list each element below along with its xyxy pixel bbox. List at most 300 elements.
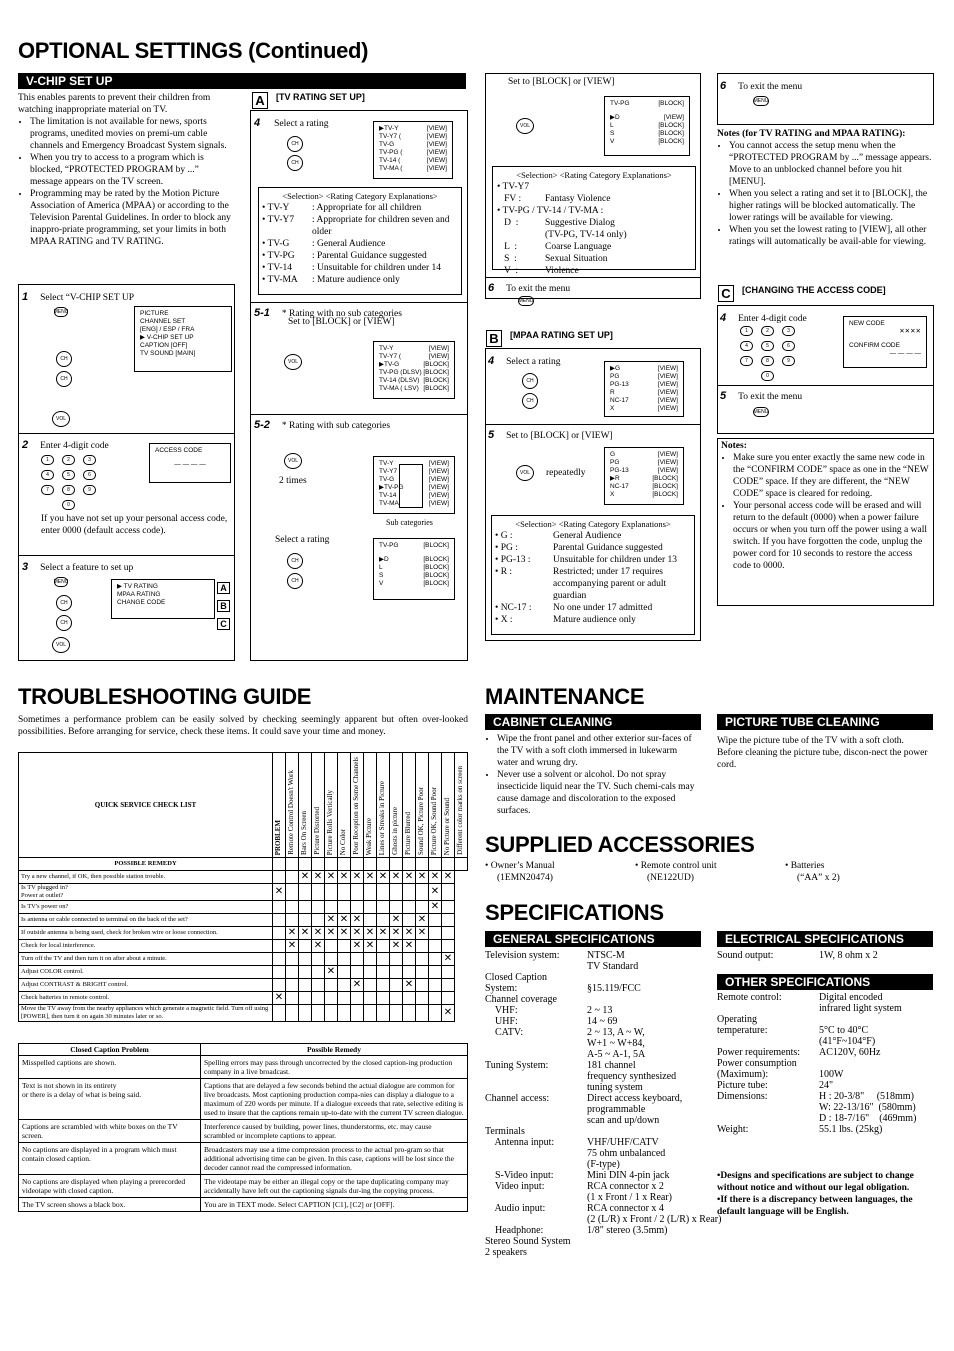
screen-value: [VIEW] — [428, 476, 449, 483]
check-cell: ✕ — [325, 914, 338, 927]
screen-label: R — [610, 389, 615, 396]
volume-button-icon[interactable]: VOL — [284, 453, 302, 469]
access-code-label: ACCESS CODE — [155, 447, 203, 454]
volume-button-icon[interactable]: VOL — [516, 465, 534, 481]
check-cell: ✕ — [416, 871, 429, 884]
check-cell — [338, 979, 351, 992]
new-code-screen — [843, 316, 927, 368]
screen-value: [VIEW] — [428, 492, 449, 499]
screen-label: TV-PG — [379, 542, 399, 549]
screen-row — [379, 369, 449, 377]
problem-header — [325, 753, 338, 858]
check-cell — [442, 979, 455, 992]
new-code-label: NEW CODE — [849, 320, 885, 327]
spec-footnotes — [717, 1170, 934, 1218]
spec-key: Audio input: — [485, 1203, 546, 1214]
check-cell — [429, 966, 442, 979]
menu-button-icon[interactable]: MENU — [753, 409, 769, 415]
screen-value: [BLOCK] — [658, 138, 684, 145]
screen-label: PG-13 — [610, 381, 629, 388]
spec-value: 55.1 lbs. (25kg) — [819, 1124, 883, 1135]
check-cell — [364, 992, 377, 1005]
check-cell — [442, 884, 455, 901]
mpaa-step5-row — [488, 425, 613, 443]
check-cell — [377, 884, 390, 901]
check-cell — [442, 927, 455, 940]
check-cell — [273, 901, 286, 914]
screen-label: ▶G — [610, 365, 621, 372]
notes-title: Notes: — [721, 441, 747, 451]
screen-label: TV-14 (DLSV) — [379, 377, 420, 384]
menu-item: ▶ V-CHIP SET UP — [140, 334, 194, 341]
keypad-key-icon[interactable]: 3 — [83, 455, 96, 465]
menu-button-icon[interactable]: MENU — [753, 98, 769, 104]
channel-button-icon[interactable]: CH — [56, 351, 72, 367]
menu-button-icon[interactable]: MENU — [518, 298, 534, 304]
screen-header — [610, 100, 684, 108]
problem-name: Lines or Streaks in Picture — [378, 780, 386, 855]
screen-value: [VIEW] — [428, 468, 449, 475]
notes-list — [721, 452, 930, 572]
check-cell — [325, 979, 338, 992]
screen-value: [VIEW] — [657, 381, 678, 388]
section-title: [TV RATING SET UP] — [276, 92, 365, 102]
volume-button-icon[interactable]: VOL — [52, 411, 70, 427]
check-cell — [351, 884, 364, 901]
keypad-key-icon[interactable]: 6 — [83, 470, 96, 480]
empty-cell — [338, 858, 351, 871]
screen-value: [VIEW] — [428, 353, 449, 360]
problem-name: Sound OK, Picture Poor — [417, 786, 425, 855]
subcategory-screen — [604, 96, 690, 156]
check-cell: ✕ — [273, 884, 286, 901]
check-cell — [273, 953, 286, 966]
empty-cell — [442, 858, 455, 871]
check-cell: ✕ — [299, 871, 312, 884]
check-cell — [273, 979, 286, 992]
volume-button-icon[interactable]: VOL — [52, 637, 70, 653]
problem-label-cell — [273, 753, 286, 858]
screen-value: [VIEW] — [426, 149, 447, 156]
remedy-text: Adjust CONTRAST & BRIGHT control. — [19, 979, 273, 992]
c5-row — [720, 386, 802, 404]
maintenance-title: MAINTENANCE — [485, 684, 645, 709]
check-cell: ✕ — [338, 927, 351, 940]
remedy-text: Is antenna or cable connected to terminal on the back of the set? — [19, 914, 273, 927]
selection-row — [497, 181, 691, 193]
selection-row — [495, 554, 691, 566]
step-number: 1 — [22, 291, 29, 303]
keypad-key-icon[interactable]: 3 — [782, 326, 795, 336]
screen-value: [VIEW] — [657, 397, 678, 404]
step-text: Set to [BLOCK] or [VIEW] — [506, 431, 613, 441]
spec-key: Closed Caption System: — [485, 972, 547, 994]
menu-button-icon[interactable]: MENU — [53, 309, 69, 315]
screen-label: TV-G — [379, 141, 395, 148]
check-cell: ✕ — [351, 871, 364, 884]
channel-button-icon[interactable]: CH — [287, 553, 303, 569]
check-cell: ✕ — [351, 940, 364, 953]
vchip-bullet: • The limitation is not available for news, sports programs, unedited movies on premi-um cable channels and Emergency Broadcast System signals. — [30, 116, 232, 152]
spec-row — [717, 950, 934, 961]
vchip-bullet: • When you try to access to a program which is blocked, “PROTECTED PROGRAM by ...” message appears on the TV screen. — [30, 152, 232, 188]
selection-desc: : Unsuitable for children under 14 — [312, 263, 442, 273]
selection-desc: Sexual Situation — [545, 254, 608, 264]
cc-problem: Text is not shown in its entirety or there is a delay of what is being said. — [19, 1079, 201, 1120]
screen-label: S — [610, 130, 615, 137]
remedy-label: POSSIBLE REMEDY — [19, 858, 273, 871]
spec-key: Operating temperature: — [717, 1014, 768, 1036]
menu-item: CAPTION [OFF] — [140, 342, 188, 349]
check-cell — [364, 884, 377, 901]
check-cell — [377, 979, 390, 992]
check-cell — [286, 884, 299, 901]
screen-row — [379, 564, 449, 572]
spec-value: 181 channel frequency synthesized tuning system — [587, 1060, 677, 1093]
spec-value: 24" — [819, 1080, 834, 1091]
check-cell: ✕ — [325, 871, 338, 884]
selection-row — [497, 193, 691, 205]
check-cell — [377, 940, 390, 953]
screen-value: [BLOCK] — [658, 100, 684, 107]
check-cell: ✕ — [416, 914, 429, 927]
check-cell — [351, 953, 364, 966]
tube-text: Wipe the picture tube of the TV with a soft cloth. Before cleaning the picture tube, discon-nect the power cord. — [717, 736, 928, 770]
check-cell: ✕ — [403, 979, 416, 992]
section-title: [CHANGING THE ACCESS CODE] — [742, 285, 886, 295]
check-cell: ✕ — [364, 940, 377, 953]
screen-value: [BLOCK] — [423, 361, 449, 368]
general-specs — [485, 950, 722, 1258]
tv-rating-explanations — [258, 187, 462, 295]
step-number: 6 — [488, 282, 495, 294]
check-cell — [377, 953, 390, 966]
check-cell: ✕ — [351, 979, 364, 992]
selection-header: <Selection> <Rating Category Explanations> — [282, 191, 438, 201]
screen-label: ▶R — [610, 475, 620, 482]
screen-label: V — [379, 580, 384, 587]
channel-button-icon[interactable]: CH — [287, 155, 303, 171]
check-cell — [364, 953, 377, 966]
spec-key: Terminals Antenna input: — [485, 1126, 555, 1148]
selection-key: • G : — [495, 531, 513, 541]
check-cell: ✕ — [351, 914, 364, 927]
repeatedly-text: repeatedly — [546, 468, 586, 478]
screen-row — [379, 385, 449, 393]
footnote: •Designs and specifications are subject to change without notice and without our legal obligation. — [717, 1171, 914, 1193]
check-cell — [338, 953, 351, 966]
selection-key: • X : — [495, 615, 513, 625]
screen-value: [BLOCK] — [658, 130, 684, 137]
selection-key: FV : — [497, 194, 522, 204]
check-cell: ✕ — [390, 927, 403, 940]
channel-button-icon[interactable]: CH — [56, 371, 72, 387]
selection-row — [495, 614, 691, 626]
default-code-note: If you have not set up your personal access code, enter 0000 (default access code). — [41, 514, 228, 536]
menu-button-icon[interactable]: MENU — [53, 579, 69, 585]
spec-row — [485, 950, 705, 972]
access-code-screen — [149, 443, 231, 483]
remedy-text: If outside antenna is being used, check for broken wire or loose connection. — [19, 927, 273, 940]
check-cell — [416, 940, 429, 953]
menu-item: CHANNEL SET — [140, 318, 186, 325]
keypad-key-icon[interactable]: 4 — [740, 341, 753, 351]
problem-name: Bars On Screen — [300, 811, 308, 855]
channel-button-icon[interactable]: CH — [287, 136, 303, 152]
selection-row — [497, 253, 691, 265]
check-cell — [273, 966, 286, 979]
confirm-code-label: CONFIRM CODE — [849, 342, 900, 349]
screen-value: [BLOCK] — [423, 556, 449, 563]
check-cell — [429, 940, 442, 953]
remedy-text: Try a new channel, if OK, then possible station trouble. — [19, 871, 273, 884]
selection-desc: Mature audience only — [553, 615, 636, 625]
check-cell — [286, 901, 299, 914]
check-cell: ✕ — [286, 940, 299, 953]
empty-cell — [364, 858, 377, 871]
troubleshooting-title: TROUBLESHOOTING GUIDE — [18, 684, 312, 709]
new-code-field: ✕✕✕✕ — [899, 328, 921, 335]
check-cell — [286, 914, 299, 927]
step-number: 5 — [488, 429, 495, 441]
selection-row — [495, 542, 691, 554]
screen-label: TV-PG ( — [379, 149, 403, 156]
problem-header — [286, 753, 299, 858]
code-field: — — — — — [174, 461, 206, 468]
confirm-code-field: — — — — — [889, 350, 921, 357]
change-code-box — [717, 305, 934, 434]
problem-name: Weak Picture — [365, 817, 373, 855]
keypad-key-icon[interactable]: 7 — [740, 356, 753, 366]
problem-header — [377, 753, 390, 858]
screen-row — [610, 397, 678, 405]
check-cell — [338, 1005, 351, 1022]
screen-label: TV-PG — [610, 100, 630, 107]
cc-remedy: Broadcasters may use a time compression process to the actual pro-gram so that additional advertising time can be given. In this case, captions will be lost since the decoder cannot read the compressed information. — [201, 1143, 468, 1175]
channel-button-icon[interactable]: CH — [287, 573, 303, 589]
screen-value: [VIEW] — [657, 459, 678, 466]
check-cell — [442, 914, 455, 927]
check-cell: ✕ — [325, 927, 338, 940]
screen-row — [610, 405, 678, 413]
keypad-key-icon[interactable]: 5 — [761, 341, 774, 351]
spec-key: Channel coverage VHF: UHF: CATV: — [485, 994, 557, 1038]
selection-key: V : — [497, 266, 519, 276]
keypad-key-icon[interactable]: 9 — [83, 485, 96, 495]
keypad-key-icon[interactable]: 1 — [740, 326, 753, 336]
step1-row — [22, 287, 134, 305]
screen-row — [379, 157, 447, 165]
screen-label: ▶D — [379, 556, 389, 563]
check-cell — [286, 992, 299, 1005]
selection-key: • TV-Y7 — [262, 215, 295, 225]
check-cell — [429, 953, 442, 966]
check-cell — [429, 992, 442, 1005]
keypad-key-icon[interactable]: 0 — [62, 500, 75, 510]
check-cell — [416, 979, 429, 992]
check-cell: ✕ — [416, 927, 429, 940]
check-cell — [299, 992, 312, 1005]
keypad-key-icon[interactable]: 6 — [782, 341, 795, 351]
check-cell — [403, 966, 416, 979]
other-specs-bar: OTHER SPECIFICATIONS — [717, 974, 933, 990]
check-cell — [325, 940, 338, 953]
spec-value: NTSC-M TV Standard — [587, 950, 639, 972]
check-cell — [442, 992, 455, 1005]
screen-label: ▶D — [610, 114, 620, 121]
screen-row — [379, 556, 449, 564]
check-cell: ✕ — [299, 927, 312, 940]
spec-row — [717, 1124, 934, 1135]
screen-value: [VIEW] — [657, 467, 678, 474]
check-cell — [338, 992, 351, 1005]
step-number: 5 — [720, 390, 727, 402]
check-cell: ✕ — [403, 927, 416, 940]
screen-label: NC-17 — [610, 483, 629, 490]
check-cell — [403, 992, 416, 1005]
qs-title-cell — [19, 753, 273, 858]
check-cell — [364, 1005, 377, 1022]
check-cell — [364, 901, 377, 914]
keypad-key-icon[interactable]: 7 — [41, 485, 54, 495]
keypad-key-icon[interactable]: 2 — [62, 455, 75, 465]
check-cell — [312, 901, 325, 914]
screen-value: [BLOCK] — [423, 580, 449, 587]
spec-value: 1W, 8 ohm x 2 — [819, 950, 878, 961]
cc-remedy: The videotape may be either an illegal copy or the tape duplicating company may accidentally have left out the captioning signals dur-ing the copying process. — [201, 1175, 468, 1198]
keypad-key-icon[interactable]: 8 — [761, 356, 774, 366]
channel-button-icon[interactable]: CH — [56, 595, 72, 611]
screen-label: TV-PG (DLSV) — [379, 369, 422, 376]
badge-c: C — [718, 285, 734, 302]
spec-key: Dimensions: — [717, 1091, 768, 1102]
keypad-key-icon[interactable]: 4 — [41, 470, 54, 480]
step-text: Select a rating — [506, 357, 561, 367]
step-number: 6 — [720, 80, 727, 92]
check-cell — [273, 914, 286, 927]
channel-button-icon[interactable]: CH — [56, 615, 72, 631]
screen-value: [BLOCK] — [658, 122, 684, 129]
menu-item: TV SOUND [MAIN] — [140, 350, 196, 357]
check-cell — [338, 901, 351, 914]
cc-header: Closed Caption Problem — [19, 1044, 201, 1056]
mpaa-explanations — [491, 515, 695, 635]
problem-name: Picture Distorted — [313, 807, 321, 855]
subcategory-highlight — [399, 464, 423, 508]
menu-item: PICTURE — [140, 310, 169, 317]
screen-row — [610, 138, 684, 146]
spec-key: Stereo Sound System 2 speakers — [485, 1236, 571, 1258]
check-cell — [338, 940, 351, 953]
step-number: 5-1 — [254, 307, 270, 319]
screen-row — [379, 133, 447, 141]
check-cell — [429, 1005, 442, 1022]
screen-value: [VIEW] — [663, 114, 684, 121]
selection-key: • TV-14 — [262, 263, 292, 273]
screen-label: TV-Y7 ( — [379, 353, 402, 360]
check-cell: ✕ — [403, 940, 416, 953]
exit-box — [717, 73, 934, 125]
screen-row — [610, 475, 678, 483]
badge-a: A — [217, 582, 230, 594]
selection-row — [495, 602, 691, 614]
screen-label: ▶TV-Y — [379, 125, 399, 132]
selection-desc: Coarse Language — [545, 242, 612, 252]
check-cell — [338, 966, 351, 979]
screen-label: TV-MA ( LSV) — [379, 385, 419, 392]
volume-button-icon[interactable]: VOL — [284, 354, 302, 370]
screen-value: [BLOCK] — [423, 369, 449, 376]
screen-row — [610, 491, 678, 499]
screen-row — [379, 345, 449, 353]
c4-row — [720, 308, 807, 326]
keypad-key-icon[interactable]: 0 — [761, 371, 774, 381]
keypad-key-icon[interactable]: 8 — [62, 485, 75, 495]
screen-label: G — [610, 451, 616, 458]
menu-screen — [134, 306, 232, 372]
other-specs — [717, 992, 934, 1135]
step-number: 3 — [22, 561, 29, 573]
remedy-text: Turn off the TV and then turn it on after about a minute. — [19, 953, 273, 966]
check-cell — [299, 901, 312, 914]
channel-button-icon[interactable]: CH — [522, 373, 538, 389]
screen-value: [VIEW] — [426, 125, 447, 132]
mpaa-step4-row — [488, 351, 560, 369]
problem-header — [312, 753, 325, 858]
keypad-key-icon[interactable]: 1 — [41, 455, 54, 465]
spec-value: VHF/UHF/CATV 75 ohm unbalanced (F-type) — [587, 1137, 666, 1170]
screen-row — [379, 149, 447, 157]
screen-value: [VIEW] — [657, 373, 678, 380]
check-cell — [286, 871, 299, 884]
check-cell: ✕ — [377, 871, 390, 884]
check-cell — [286, 979, 299, 992]
subcategory-screen — [373, 538, 455, 600]
check-cell — [325, 884, 338, 901]
screen-row — [610, 451, 678, 459]
selection-desc: No one under 17 admitted — [553, 603, 653, 613]
check-cell — [351, 901, 364, 914]
spec-value: H : 20-3/8" (518mm) W: 22-13/16" (580mm) D : 18-7/16" (469mm) — [819, 1091, 917, 1124]
tv-rating-box — [250, 110, 468, 661]
change-code-header — [718, 285, 886, 303]
keypad-key-icon[interactable]: 2 — [761, 326, 774, 336]
spec-row — [717, 1047, 934, 1058]
empty-cell — [351, 858, 364, 871]
step-subtext: Set to [BLOCK] or [VIEW] — [288, 317, 395, 327]
check-cell — [325, 901, 338, 914]
selection-desc: Parental Guidance suggested — [553, 543, 663, 553]
check-cell — [325, 953, 338, 966]
volume-button-icon[interactable]: VOL — [516, 118, 534, 134]
check-cell — [377, 1005, 390, 1022]
spec-value: §15.119/FCC — [587, 983, 641, 994]
screen-label: TV-Y7 — [379, 468, 398, 475]
empty-cell — [325, 858, 338, 871]
intro-text: This enables parents to prevent their children from watching inappropriate material on TV. — [18, 93, 211, 115]
check-cell — [273, 927, 286, 940]
cc-header: Possible Remedy — [201, 1044, 468, 1056]
keypad-key-icon[interactable]: 5 — [62, 470, 75, 480]
channel-button-icon[interactable]: CH — [522, 393, 538, 409]
check-cell — [312, 953, 325, 966]
screen-value: [VIEW] — [426, 133, 447, 140]
problem-header — [442, 753, 455, 858]
cc-problem: No captions are displayed when playing a prerecorded videotape with closed caption. — [19, 1175, 201, 1198]
cabinet-item: • Wipe the front panel and other exterior sur-faces of the TV with a soft cloth immersed in lukewarm water and wrung dry. — [497, 733, 700, 769]
keypad-key-icon[interactable]: 9 — [782, 356, 795, 366]
selection-row — [262, 262, 458, 274]
